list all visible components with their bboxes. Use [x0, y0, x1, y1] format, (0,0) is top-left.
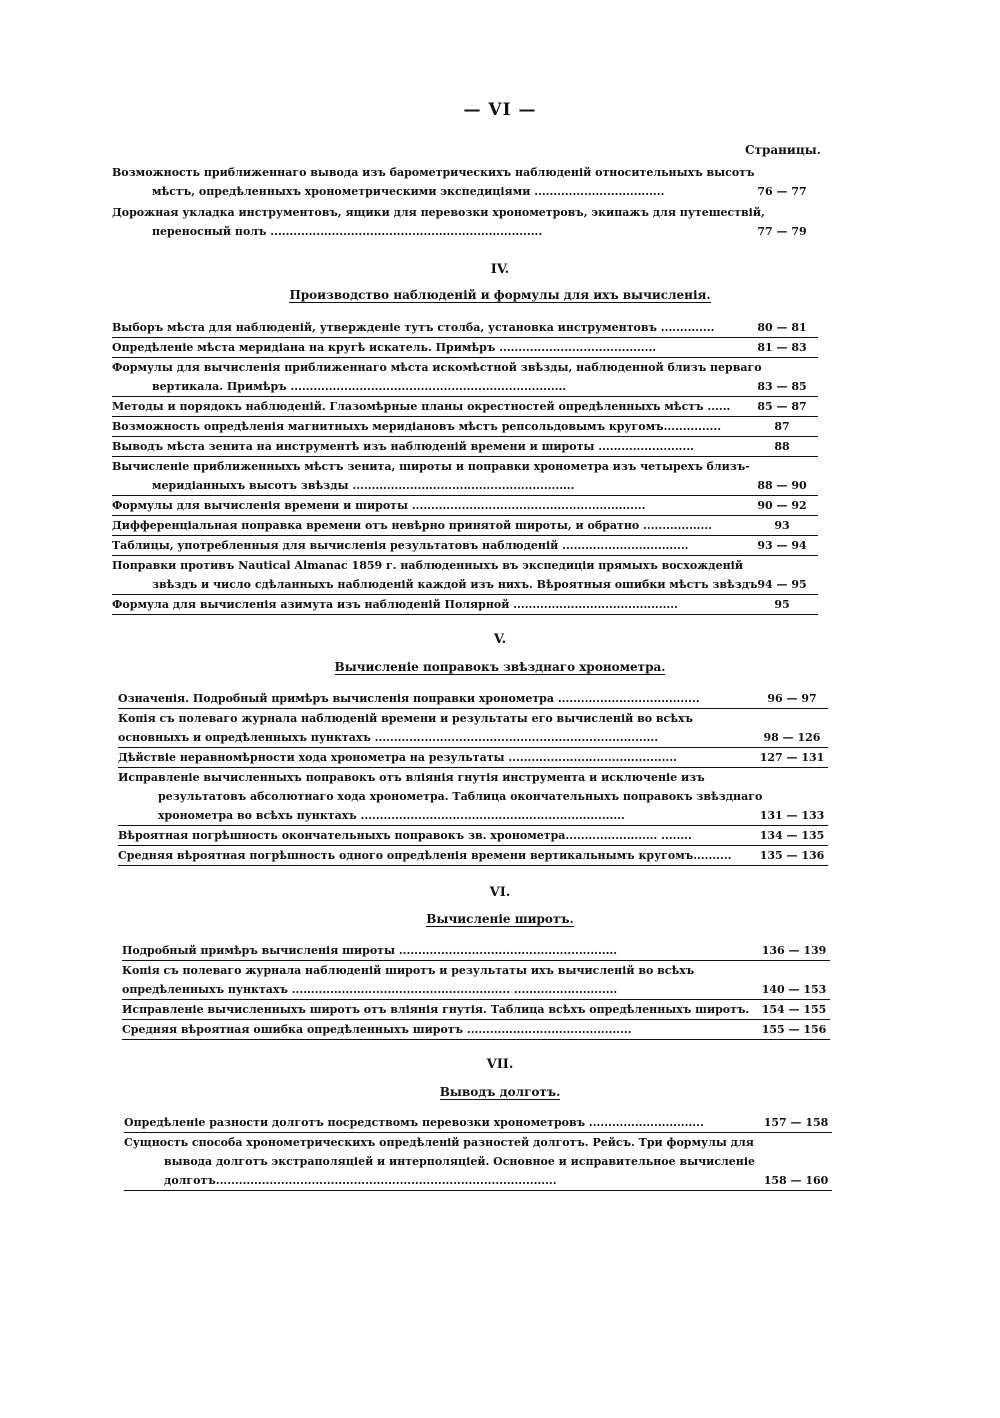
- toc-entry-pages: 93: [774, 519, 790, 532]
- section-title-text: Выводъ долготъ.: [439, 1085, 561, 1099]
- toc-entry-pages: 94 — 95: [757, 578, 807, 591]
- toc-entry: [118, 826, 828, 846]
- toc-entry-text: Исправленіе вычисленныхъ поправокъ отъ вліянія гнутія инструмента и исключеніе изъ результатовъ абсолютнаго хода хронометра. Таблица окончательныхъ поправокъ звѣзднаго хронометра во всѣхъ пунктахъ .....................................................................: [118, 771, 763, 822]
- toc-entry: [112, 338, 818, 358]
- toc-entry: [122, 961, 830, 1000]
- toc-entry-pages: 76 — 77: [757, 185, 807, 198]
- toc-entry-text: Вѣроятная погрѣшность окончательныхъ поправокъ зв. хронометра........................ ........: [118, 829, 692, 842]
- toc-entry-text: Вычисленіе приближенныхъ мѣстъ зенита, широты и поправки хронометра изъ четырехъ близъ-меридіанныхъ высотъ звѣзды ..........................................................: [112, 460, 750, 492]
- toc-entry-pages: 87: [774, 420, 790, 433]
- toc-entry-text: Дорожная укладка инструментовъ, ящики для перевозки хронометровъ, экипажъ для путешествій, переносный полъ .......................................................................: [112, 206, 765, 238]
- toc-entry: [124, 1113, 832, 1133]
- toc-entry-text: Дифференціальная поправка времени отъ невѣрно принятой широты, и обратно ..................: [112, 519, 712, 532]
- toc-entry-pages: 81 — 83: [757, 341, 807, 354]
- toc-entry: [112, 417, 818, 437]
- toc-entry-text: Подробный примѣръ вычисленія широты .........................................................: [122, 944, 618, 957]
- toc-entry-pages: 77 — 79: [757, 225, 807, 238]
- section-v-entries: [118, 689, 828, 866]
- toc-entry-text: Поправки противъ Nautical Almanac 1859 г. наблюденныхъ въ экспедиціи прямыхъ восхожденій звѣздъ и число сдѣланныхъ наблюденій каждой изъ нихъ. Вѣроятныя ошибки мѣстъ звѣздъ: [112, 559, 758, 591]
- toc-entry-text: Дѣйствіе неравномѣрности хода хронометра на результаты ............................................: [118, 751, 677, 764]
- section-vii-entries: [124, 1113, 832, 1191]
- toc-entry: [112, 496, 818, 516]
- section-title: [0, 288, 1000, 302]
- toc-entry: [112, 595, 818, 615]
- toc-entry: [118, 748, 828, 768]
- toc-entry-pages: 88 — 90: [757, 479, 807, 492]
- toc-entry-text: Опредѣленіе мѣста меридіана на кругѣ искатель. Примѣръ .........................................: [112, 341, 657, 354]
- toc-entry-pages: 135 — 136: [759, 849, 825, 862]
- section-vi-entries: [122, 941, 830, 1040]
- section-number: VII.: [486, 1057, 514, 1072]
- toc-entry-pages: 88: [774, 440, 790, 453]
- toc-entry-pages: 154 — 155: [761, 1003, 827, 1016]
- toc-entry: [122, 941, 830, 961]
- toc-entry-pages: 136 — 139: [761, 944, 827, 957]
- toc-entry-pages: 98 — 126: [763, 731, 821, 744]
- toc-entry: [118, 846, 828, 866]
- toc-entry-pages: 85 — 87: [757, 400, 807, 413]
- toc-entry-pages: 127 — 131: [759, 751, 825, 764]
- toc-entry-text: Копія съ полеваго журнала наблюденій времени и результаты его вычисленій во всѣхъ основныхъ и опредѣленныхъ пунктахъ ..........................................................................: [118, 712, 693, 744]
- toc-entry: [122, 1000, 830, 1020]
- page-number: — VI —: [463, 100, 537, 120]
- section-title: [0, 912, 1000, 926]
- toc-entry-text: Опредѣленіе разности долготъ посредствомъ перевозки хронометровъ ..............................: [124, 1116, 704, 1129]
- toc-entry-pages: 134 — 135: [759, 829, 825, 842]
- toc-entry: [124, 1133, 832, 1191]
- section-title-text: Вычисленіе поправокъ звѣзднаго хронометра.: [334, 660, 666, 674]
- toc-entry-text: Средняя вѣроятная погрѣшность одного опредѣленія времени вертикальнымъ кругомъ..........: [118, 849, 732, 862]
- section-iv-entries: [112, 318, 818, 615]
- toc-entry: [112, 437, 818, 457]
- toc-entry-pages: 157 — 158: [763, 1116, 829, 1129]
- toc-entry-text: Означенія. Подробный примѣръ вычисленія поправки хронометра .....................................: [118, 692, 700, 705]
- toc-entry-text: Выводъ мѣста зенита на инструментѣ изъ наблюденій времени и широты .........................: [112, 440, 694, 453]
- toc-entry: [112, 163, 818, 201]
- toc-entry: [118, 709, 828, 748]
- toc-entry-text: Исправленіе вычисленныхъ широтъ отъ вліянія гнутія. Таблица всѣхъ опредѣленныхъ широтъ.: [122, 1003, 750, 1016]
- section-title: [0, 660, 1000, 674]
- toc-entry: [112, 457, 818, 496]
- toc-entry: [112, 318, 818, 338]
- toc-entry: [112, 516, 818, 536]
- toc-entry-pages: 158 — 160: [763, 1174, 829, 1187]
- section-number: V.: [493, 632, 507, 647]
- toc-entry-pages: 95: [774, 598, 790, 611]
- toc-entry-text: Возможность приближеннаго вывода изъ барометрическихъ наблюденій относительныхъ высотъ мѣстъ, опредѣленныхъ хронометрическими экспедиціями ..................................: [112, 166, 755, 198]
- toc-entry-text: Формулы для вычисленія приближеннаго мѣста искомѣстной звѣзды, наблюденной близъ перваго вертикала. Примѣръ ........................................................................: [112, 361, 762, 393]
- toc-entry-pages: 131 — 133: [759, 809, 825, 822]
- toc-entry-text: Формулы для вычисленія времени и широты .............................................................: [112, 499, 646, 512]
- toc-entry: [112, 556, 818, 595]
- toc-entry: [112, 203, 818, 241]
- toc-entry: [122, 1020, 830, 1040]
- toc-entry-text: Таблицы, употребленныя для вычисленія результатовъ наблюденій .................................: [112, 539, 689, 552]
- toc-entry-pages: 83 — 85: [757, 380, 807, 393]
- toc-entry: [112, 358, 818, 397]
- section-title-text: Вычисленіе широтъ.: [426, 912, 574, 926]
- toc-entry-pages: 93 — 94: [757, 539, 807, 552]
- section-title-text: Производство наблюденій и формулы для ихъ вычисленія.: [289, 288, 711, 302]
- toc-entry-pages: 80 — 81: [757, 321, 807, 334]
- toc-entry-text: Сущность способа хронометрическихъ опредѣленій разностей долготъ. Рейсъ. Три формулы для вывода долготъ экстраполяціей и интерполяціей. Основное и исправительное вычисленіе долготъ.........................................................................................: [124, 1136, 756, 1187]
- toc-entry-pages: 155 — 156: [761, 1023, 827, 1036]
- toc-entry: [112, 536, 818, 556]
- toc-entry-text: Копія съ полеваго журнала наблюденій широтъ и результаты ихъ вычисленій во всѣхъ опредѣленныхъ пунктахъ ......................................................... ...........................: [122, 964, 695, 996]
- section-number: IV.: [490, 262, 510, 277]
- toc-entry: [118, 768, 828, 826]
- toc-entry-text: Средняя вѣроятная ошибка опредѣленныхъ широтъ ...........................................: [122, 1023, 632, 1036]
- toc-entry-pages: 90 — 92: [757, 499, 807, 512]
- toc-entry-pages: 96 — 97: [767, 692, 817, 705]
- section-number: VI.: [489, 885, 511, 900]
- toc-entry-text: Выборъ мѣста для наблюденій, утвержденіе тутъ столба, установка инструментовъ ..............: [112, 321, 715, 334]
- section-title: [0, 1085, 1000, 1099]
- intro-entries: [112, 163, 818, 241]
- toc-entry-text: Формула для вычисленія азимута изъ наблюденій Полярной ...........................................: [112, 598, 678, 611]
- toc-entry-text: Методы и порядокъ наблюденій. Глазомѣрные планы окрестностей опредѣленныхъ мѣстъ ......: [112, 400, 731, 413]
- toc-entry-pages: 140 — 153: [761, 983, 827, 996]
- pages-column-header: Страницы.: [745, 143, 821, 157]
- toc-entry-text: Возможность опредѣленія магнитныхъ меридіановъ мѣстъ репсольдовымъ кругомъ...............: [112, 420, 722, 433]
- toc-entry: [112, 397, 818, 417]
- toc-entry: [118, 689, 828, 709]
